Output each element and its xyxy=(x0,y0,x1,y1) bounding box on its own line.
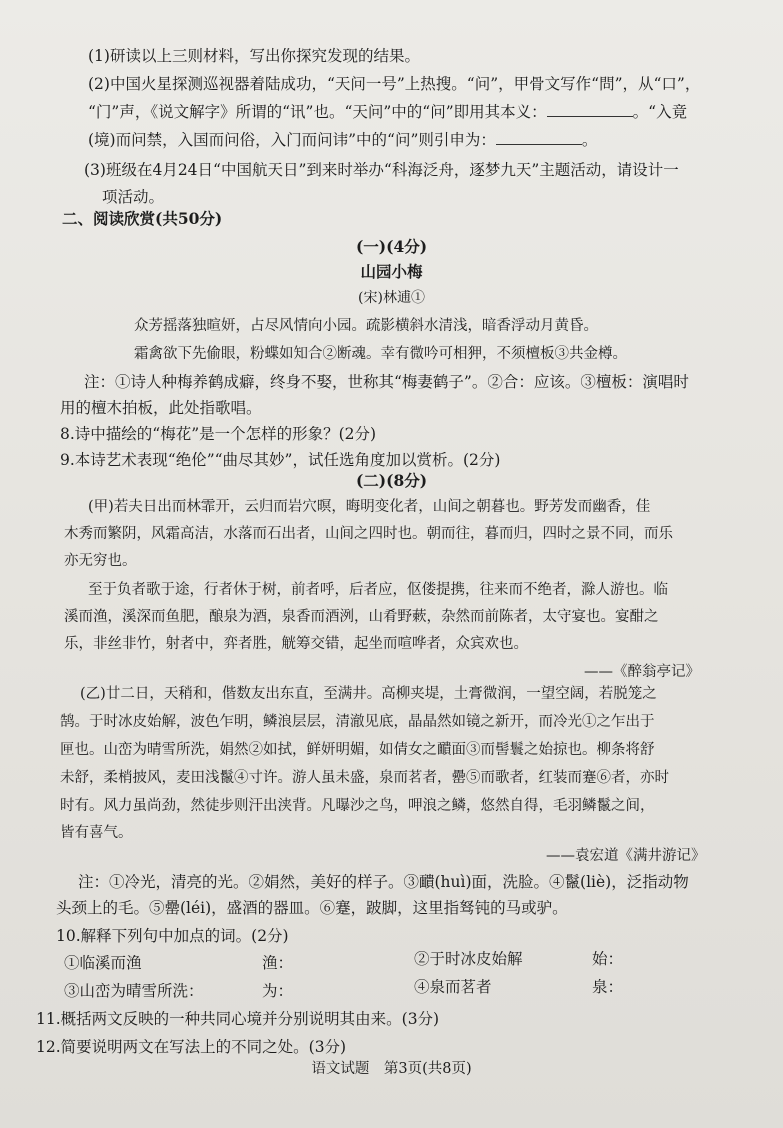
prose-yi-line: 匣也。山峦为晴雪所洗，娟然②如拭，鲜妍明媚，如倩女之靧面③而髻鬟之始掠也。柳条将舒 xyxy=(60,742,655,758)
poem-line: 霜禽欲下先偷眼，粉蝶如知合②断魂。幸有微吟可相狎，不须檀板③共金樽。 xyxy=(134,346,627,362)
prose-jia-line: 溪而渔，溪深而鱼肥，酿泉为酒，泉香而酒洌，山肴野蔌，杂然而前陈者，太守宴也。宴酣之 xyxy=(64,609,659,625)
question-2-text: (境)而问禁，入国而问俗，入门而问讳”中的“问”则引申为： xyxy=(88,131,496,149)
q10-item-word: 始： xyxy=(592,950,624,968)
question-9: 9.本诗艺术表现“绝伦”“曲尽其妙”，试任选角度加以赏析。(2分) xyxy=(60,451,501,469)
q10-item-phrase: ④泉而茗者 xyxy=(414,978,492,996)
prose-note: 头颈上的毛。⑤罍(léi)，盛酒的器皿。⑥蹇，跛脚，这里指驽钝的马或驴。 xyxy=(56,899,568,917)
answer-blank xyxy=(547,102,633,117)
question-2-text: 。 xyxy=(581,131,598,149)
prose-yi-line: 皆有喜气。 xyxy=(60,825,133,841)
prose-jia-source: ——《醉翁亭记》 xyxy=(584,664,700,680)
prose-jia-line: 亦无穷也。 xyxy=(64,553,137,569)
prose-jia-line: 至于负者歌于途，行者休于树，前者呼，后者应，伛偻提携，往来而不绝者，滁人游也。临 xyxy=(88,582,668,598)
prose-yi-line: (乙)廿二日，天稍和，偕数友出东直，至满井。高柳夹堤，土膏微润，一望空阔，若脱笼之 xyxy=(80,686,657,702)
question-2-text: 。“入竟 xyxy=(632,103,688,121)
question-8: 8.诗中描绘的“梅花”是一个怎样的形象？(2分) xyxy=(60,425,377,443)
question-2-line3 xyxy=(88,130,597,150)
prose-jia-line: 乐，非丝非竹，射者中，弈者胜，觥筹交错，起坐而喧哗者，众宾欢也。 xyxy=(64,636,528,652)
prose-jia-line: 木秀而繁阴，风霜高洁，水落而石出者，山间之四时也。朝而往，暮而归，四时之景不同，而乐 xyxy=(64,526,673,542)
question-2-line1: (2)中国火星探测巡视器着陆成功，“天问一号”上热搜。“问”，甲骨文写作“問”，从“口”， xyxy=(88,75,701,93)
question-1: (1)研读以上三则材料，写出你探究发现的结果。 xyxy=(88,47,420,65)
question-3-line1: (3)班级在4月24日“中国航天日”到来时举办“科海泛舟，逐梦九天”主题活动，请设计一 xyxy=(84,161,679,179)
poem-author: (宋)林逋① xyxy=(358,290,425,306)
answer-blank xyxy=(496,130,582,145)
q10-item-phrase: ①临溪而渔 xyxy=(64,954,142,972)
prose-yi-line: 未舒，柔梢披风，麦田浅鬣④寸许。游人虽未盛，泉而茗者，罍⑤而歌者，红装而蹇⑥者，亦时 xyxy=(60,770,669,786)
prose-yi-source: ——袁宏道《满井游记》 xyxy=(546,848,706,864)
q10-item-phrase: ③山峦为晴雪所洗： xyxy=(64,982,204,1000)
poem-header: (一)(4分) xyxy=(355,237,428,256)
section-title: 二、阅读欣赏(共50分) xyxy=(62,209,223,228)
question-2-line2 xyxy=(88,102,687,122)
prose-note: 注：①冷光，清亮的光。②娟然，美好的样子。③靧(huì)面，洗脸。④鬣(liè)，泛指动物 xyxy=(78,873,689,891)
poem-title: 山园小梅 xyxy=(360,262,423,281)
prose-yi-line: 时有。风力虽尚劲，然徒步则汗出浃背。凡曝沙之鸟，呷浪之鳞，悠然自得，毛羽鳞鬣之间， xyxy=(60,798,655,814)
q10-item-word: 泉： xyxy=(592,978,624,996)
page-footer: 语文试题 第3页(共8页) xyxy=(311,1061,472,1077)
q10-item-phrase: ②于时冰皮始解 xyxy=(414,950,523,968)
q10-item-word: 渔： xyxy=(262,954,294,972)
poem-note: 用的檀木拍板，此处指歌唱。 xyxy=(60,399,262,417)
question-2-text: “门”声，《说文解字》所谓的“讯”也。“天问”中的“问”即用其本义： xyxy=(88,103,547,121)
question-12: 12.简要说明两文在写法上的不同之处。(3分) xyxy=(36,1038,347,1056)
poem-note: 注：①诗人种梅养鹤成癖，终身不娶，世称其“梅妻鹤子”。②合：应该。③檀板：演唱时 xyxy=(84,373,689,391)
question-11: 11.概括两文反映的一种共同心境并分别说明其由来。(3分) xyxy=(36,1010,440,1028)
prose-header: (二)(8分) xyxy=(355,471,428,490)
q10-item-word: 为： xyxy=(262,982,294,1000)
question-10: 10.解释下列句中加点的词。(2分) xyxy=(56,927,289,945)
prose-jia-line: (甲)若夫日出而林霏开，云归而岩穴暝，晦明变化者，山间之朝暮也。野芳发而幽香，佳 xyxy=(88,499,651,515)
poem-line: 众芳摇落独暄妍，占尽风情向小园。疏影横斜水清浅，暗香浮动月黄昏。 xyxy=(134,318,598,334)
question-3-line2: 项活动。 xyxy=(102,188,165,206)
prose-yi-line: 鹄。于时冰皮始解，波色乍明，鳞浪层层，清澈见底，晶晶然如镜之新开，而冷光①之乍出于 xyxy=(60,714,655,730)
